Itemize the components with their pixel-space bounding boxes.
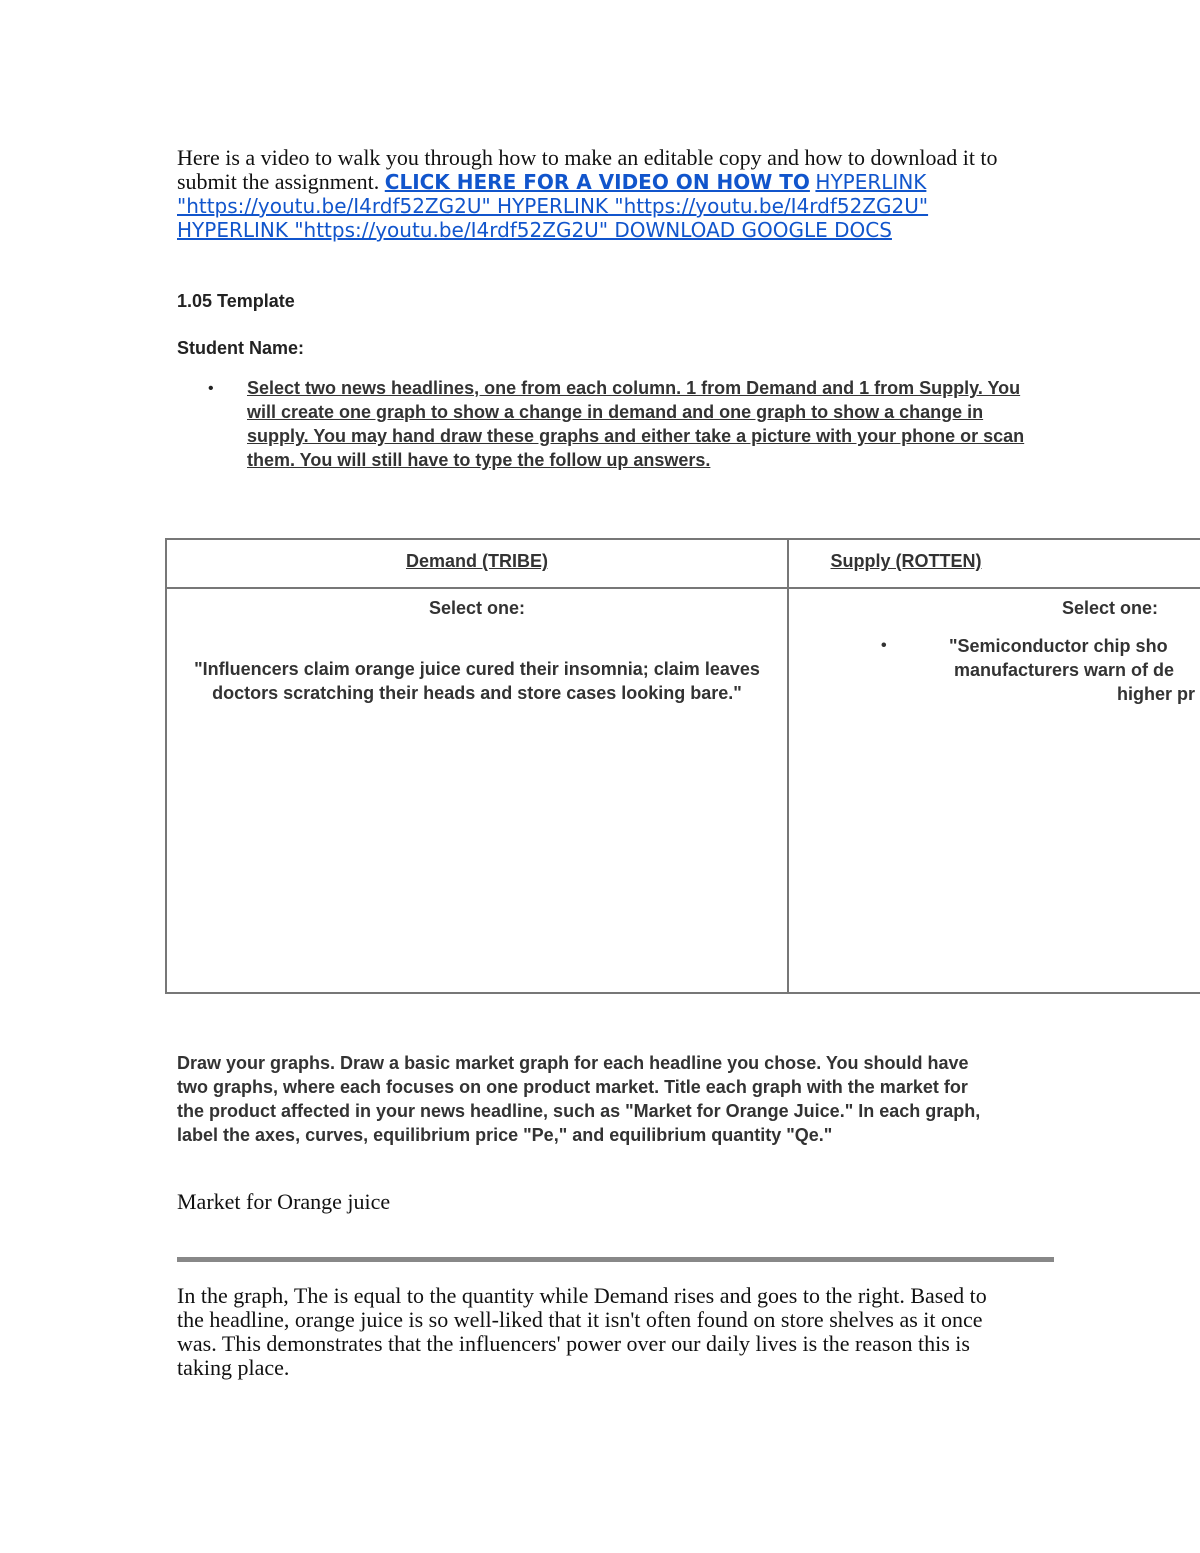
bullet-icon: • [208, 380, 214, 397]
intro-text: Here is a video to walk you through how to make an editable copy and how to download it to submit the assignment. [177, 145, 998, 194]
supply-headline-line: higher pr [1117, 684, 1196, 704]
horizontal-rule [177, 1257, 1054, 1262]
supply-select-label: Select one: [1062, 598, 1159, 618]
demand-body-cell [166, 588, 788, 993]
supply-header: Supply (ROTTEN) [830, 551, 982, 571]
demand-header: Demand (TRIBE) [405, 551, 548, 571]
student-name-label: Student Name: [177, 338, 305, 358]
hyperlink-text[interactable]: HYPERLINK "https://youtu.be/I4rdf52ZG2U" HYPERLINK "https://youtu.be/I4rdf52ZG2U" HYPERLINK "https://youtu.be/I4rdf52ZG2U" DOWNLOAD GOOGLE DOCS [177, 170, 929, 242]
answer-paragraph: In the graph, The is equal to the quantity while Demand rises and goes to the right. Based to the headline, orange juice is so well-liked that it isn't often found on store shelves as it once was. This demonstrates that the influencers' power over our daily lives is the reason this is taking place. [177, 1283, 987, 1380]
instructions-text: Select two news headlines, one from each column. 1 from Demand and 1 from Supply. You will create one graph to show a change in demand and one graph to show a change in supply. You may hand draw these graphs and either take a picture with your phone or scan them. You will still have to type the follow up answers. [247, 378, 1025, 470]
draw-instructions: Draw your graphs. Draw a basic market graph for each headline you chose. You should have two graphs, where each focuses on one product market. Title each graph with the market for the product affected in your news headline, such as "Market for Orange Juice." In each graph, label the axes, curves, equilibrium price "Pe," and equilibrium quantity "Qe." [177, 1053, 981, 1145]
supply-headline-line: manufacturers warn of de [954, 660, 1175, 680]
intro-paragraph [177, 146, 1007, 242]
graph-title: Market for Orange juice [177, 1189, 391, 1214]
supply-headline-line: "Semiconductor chip sho [949, 636, 1168, 656]
template-title: 1.05 Template [177, 291, 295, 311]
demand-select-label: Select one: [428, 598, 526, 618]
supply-body-cell [788, 588, 1200, 993]
bullet-icon: • [881, 637, 887, 654]
headlines-table [165, 538, 1200, 994]
demand-headline: "Influencers claim orange juice cured their insomnia; claim leaves doctors scratching their heads and store cases looking bare." [194, 659, 760, 703]
supply-header-cell [788, 539, 1200, 588]
video-link[interactable]: CLICK HERE FOR A VIDEO ON HOW TO [384, 170, 810, 194]
demand-header-cell [166, 539, 788, 588]
